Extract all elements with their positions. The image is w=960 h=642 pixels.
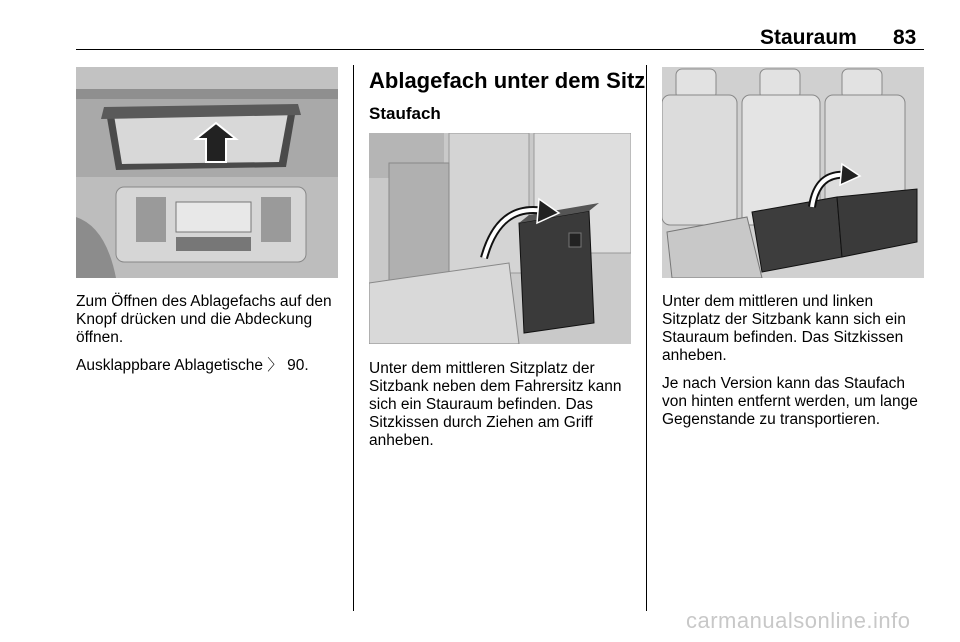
page-number: 83 (893, 26, 917, 49)
under-seat-storage-box-illustration (369, 133, 631, 344)
column-divider-right (646, 65, 647, 611)
column3-text (662, 293, 924, 439)
paragraph: Unter dem mittleren und linken Sitzplatz der Sitzbank kann sich ein Stauraum befinden. Das Sitzkissen anheben. (662, 293, 906, 364)
column1-text (76, 293, 346, 385)
page-header-title: Stauraum (760, 26, 857, 49)
column-divider-left (353, 65, 354, 611)
column2-text (369, 360, 639, 460)
paragraph: Zum Öffnen des Ablagefachs auf den Knopf drücken und die Abdeckung öffnen. (76, 293, 332, 346)
section-subheading: Staufach (369, 104, 441, 123)
paragraph: Je nach Version kann das Staufach von hinten entfernt werden, um lange Gegenstande zu transportieren. (662, 375, 918, 428)
watermark: carmanualsonline.info (686, 608, 911, 633)
section-heading: Ablagefach unter dem Sitz (369, 68, 646, 93)
paragraph: Unter dem mittleren Sitzplatz der Sitzbank neben dem Fahrersitz kann sich ein Stauraum befinden. Das Sitzkissen durch Ziehen am Griff anheben. (369, 360, 622, 449)
dashboard-storage-compartment-illustration (76, 67, 338, 278)
rear-bench-seat-storage-illustration (662, 67, 924, 278)
header-rule (76, 49, 924, 50)
paragraph: Ausklappbare Ablagetische 〉 90. (76, 357, 309, 374)
